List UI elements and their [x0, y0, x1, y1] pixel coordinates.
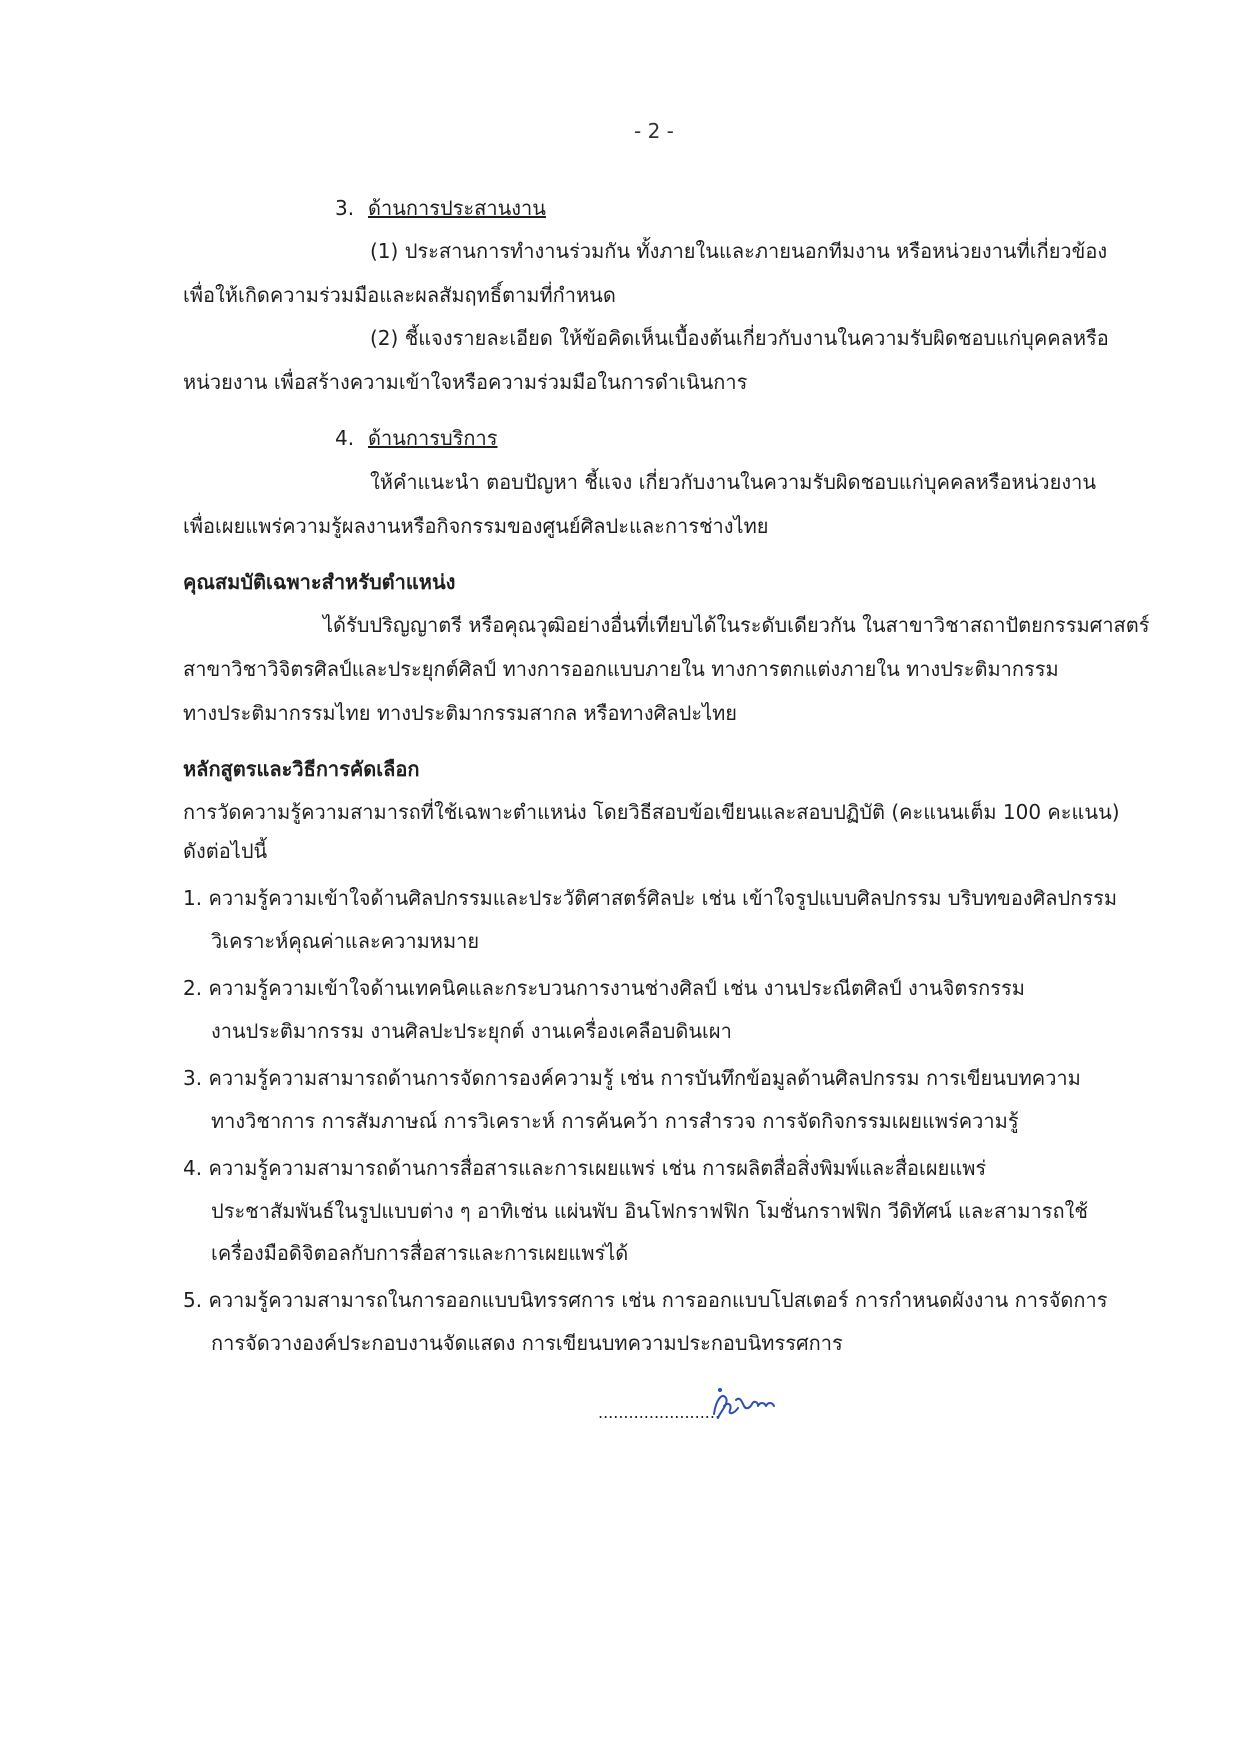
selection-item-5-line2: การจัดวางองค์ประกอบงานจัดแสดง การเขียนบทความประกอบนิทรรศการ [211, 1331, 843, 1355]
qualifications-heading: คุณสมบัติเฉพาะสำหรับตำแหน่ง [183, 570, 456, 594]
selection-intro-line2: ดังต่อไปนี้ [183, 839, 268, 863]
page-number: - 2 - [634, 119, 674, 143]
section-4-title: ด้านการบริการ [368, 426, 498, 450]
selection-item-4-line2: ประชาสัมพันธ์ในรูปแบบต่าง ๆ อาทิเช่น แผ่นพับ อินโฟกราฟฟิก โมชั่นกราฟฟิก วีดิทัศน์ และสามารถใช้ [211, 1199, 1088, 1223]
section-3-item1-line1: (1) ประสานการทำงานร่วมกัน ทั้งภายในและภายนอกทีมงาน หรือหน่วยงานที่เกี่ยวข้อง [370, 239, 1108, 263]
qualifications-line3: ทางประติมากรรมไทย ทางประติมากรรมสากล หรือทางศิลปะไทย [183, 701, 738, 725]
section-4-number: 4. [335, 426, 355, 450]
selection-item-4-line1: 4. ความรู้ความสามารถด้านการสื่อสารและการเผยแพร่ เช่น การผลิตสื่อสิ่งพิมพ์และสื่อเผยแพร่ [183, 1156, 987, 1180]
section-4-line1: ให้คำแนะนำ ตอบปัญหา ชี้แจง เกี่ยวกับงานในความรับผิดชอบแก่บุคคลหรือหน่วยงาน [370, 470, 1097, 494]
selection-item-5-line1: 5. ความรู้ความสามารถในการออกแบบนิทรรศการ เช่น การออกแบบโปสเตอร์ การกำหนดผังงาน การจัดการ [183, 1288, 1108, 1312]
section-3-item2-line2: หน่วยงาน เพื่อสร้างความเข้าใจหรือความร่วมมือในการดำเนินการ [183, 370, 748, 394]
qualifications-line2: สาขาวิชาวิจิตรศิลป์และประยุกต์ศิลป์ ทางการออกแบบภายใน ทางการตกแต่งภายใน ทางประติมากรรม [183, 657, 1059, 681]
section-3-item2-line1: (2) ชี้แจงรายละเอียด ให้ข้อคิดเห็นเบื้องต้นเกี่ยวกับงานในความรับผิดชอบแก่บุคคลหรือ [370, 326, 1109, 350]
section-3-number: 3. [335, 196, 355, 220]
selection-item-2-line1: 2. ความรู้ความเข้าใจด้านเทคนิคและกระบวนการงานช่างศิลป์ เช่น งานประณีตศิลป์ งานจิตรกรรม [183, 976, 1025, 1000]
selection-item-3-line1: 3. ความรู้ความสามารถด้านการจัดการองค์ความรู้ เช่น การบันทึกข้อมูลด้านศิลปกรรม การเขียนบทความ [183, 1066, 1081, 1090]
selection-item-1-line2: วิเคราะห์คุณค่าและความหมาย [211, 929, 480, 953]
selection-intro-line1: การวัดความรู้ความสามารถที่ใช้เฉพาะตำแหน่ง โดยวิธีสอบข้อเขียนและสอบปฏิบัติ (คะแนนเต็ม 100 คะแนน) [183, 800, 1120, 824]
selection-item-3-line2: ทางวิชาการ การสัมภาษณ์ การวิเคราะห์ การค้นคว้า การสำรวจ การจัดกิจกรรมเผยแพร่ความรู้ [211, 1109, 1019, 1133]
signature-dots: ........................ [598, 1403, 721, 1422]
selection-item-1-line1: 1. ความรู้ความเข้าใจด้านศิลปกรรมและประวัติศาสตร์ศิลปะ เช่น เข้าใจรูปแบบศิลปกรรม บริบทของศิลปกรรม [183, 886, 1118, 910]
selection-item-2-line2: งานประติมากรรม งานศิลปะประยุกต์ งานเครื่องเคลือบดินเผา [211, 1019, 732, 1043]
section-3-item1-line2: เพื่อให้เกิดความร่วมมือและผลสัมฤทธิ์ตามที่กำหนด [183, 283, 616, 307]
selection-item-4-line3: เครื่องมือดิจิตอลกับการสื่อสารและการเผยแพร่ได้ [211, 1241, 629, 1265]
handwritten-signature [708, 1378, 782, 1424]
selection-heading: หลักสูตรและวิธีการคัดเลือก [183, 757, 420, 781]
section-3-title: ด้านการประสานงาน [368, 196, 546, 220]
qualifications-line1: ได้รับปริญญาตรี หรือคุณวุฒิอย่างอื่นที่เทียบได้ในระดับเดียวกัน ในสาขาวิชาสถาปัตยกรรมศาสตร์ [323, 613, 1150, 637]
section-4-line2: เพื่อเผยแพร่ความรู้ผลงานหรือกิจกรรมของศูนย์ศิลปะและการช่างไทย [183, 514, 769, 538]
